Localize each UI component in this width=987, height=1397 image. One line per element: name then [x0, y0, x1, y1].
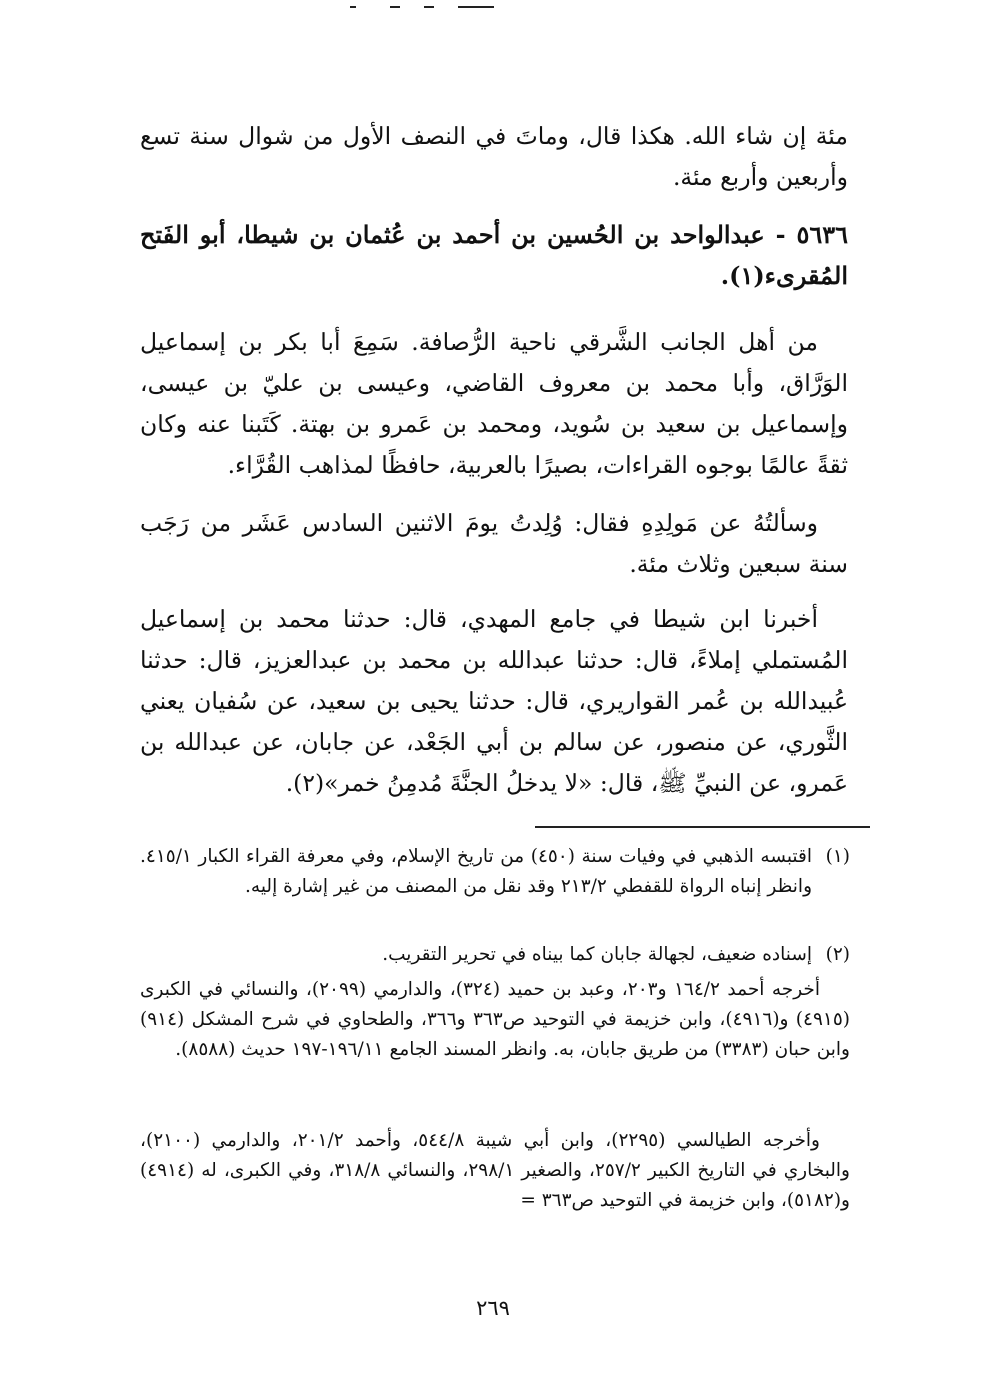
intro-paragraph: مئة إن شاء الله. هكذا قال، وماتَ في النصف الأول من شوال سنة تسع وأربعين وأربع مئة.	[140, 122, 848, 191]
hadith-paragraph: أخبرنا ابن شيطا في جامع المهدي، قال: حدثنا محمد بن إسماعيل المُستملي إملاءً، قال: حدثنا عبدالله بن محمد بن عبدالعزيز، قال: حدثنا عُبيدالله بن عُمر القواريري، قال: حدثنا يحيى بن سعيد، عن سُفيان يعني الثَّوري، عن منصور، عن سالم بن أبي الجَعْد، عن جابان، عن عبدالله بن عَمرو، عن النبيِّ ﷺ، قال: «لا يدخلُ الجنَّةَ مُدمِنُ خمر»(٢).	[140, 605, 849, 797]
footnote-number: (١)	[825, 846, 850, 867]
birth-paragraph: وسألتُهُ عن مَولِدِهِ فقال: وُلِدتُ يومَ الاثنين السادس عَشَر من رَجَب سنة سبعين وثلاث مئة.	[140, 509, 848, 578]
footnote-text: اقتبسه الذهبي في وفيات سنة (٤٥٠) من تاريخ الإسلام، وفي معرفة القراء الكبار ٤١٥/١. وانظر إنباه الرواة للقفطي ٢١٣/٢ وقد نقل من المصنف من غير إشارة إليه.	[140, 846, 812, 897]
footnote-number: (٢)	[825, 944, 850, 965]
footnote-text: إسناده ضعيف، لجهالة جابان كما بيناه في تحرير التقريب.	[382, 944, 812, 965]
footnote-separator	[535, 826, 870, 828]
footnote-1	[140, 842, 850, 902]
footnote-2-continuation-2: وأخرجه الطيالسي (٢٢٩٥)، وابن أبي شيبة ٥٤٤/٨، وأحمد ٢٠١/٢، والدارمي (٢١٠٠)، والبخاري في التاريخ الكبير ٢٥٧/٢، والصغير ٢٩٨/١، والنسائي ٣١٨/٨، وفي الكبرى، له (٤٩١٤) و(٥١٨٢)، وابن خزيمة في التوحيد ص٣٦٣ =	[140, 1130, 850, 1211]
page-number: ٢٦٩	[476, 1296, 510, 1320]
page-top-marks	[350, 2, 500, 12]
footnote-2-continuation-1: أخرجه أحمد ١٦٤/٢ و٢٠٣، وعبد بن حميد (٣٢٤)، والدارمي (٢٠٩٩)، والنسائي في الكبرى (٤٩١٥) و(٤٩١٦)، وابن خزيمة في التوحيد ص٣٦٣ و٣٦٦، والطحاوي في شرح المشكل (٩١٤) وابن حبان (٣٣٨٣) من طريق جابان، به. وانظر المسند الجامع ١٩٦/١١-١٩٧ حديث (٨٥٨٨).	[140, 979, 850, 1060]
biography-paragraph: من أهل الجانب الشَّرقي ناحية الرُّصافة. سَمِعَ أبا بكر بن إسماعيل الوَرَّاق، وأبا محمد بن معروف القاضي، وعيسى بن عليّ بن عيسى، وإسماعيل بن سعيد بن سُويد، ومحمد بن عَمرو بن بهتة. كَتَبنا عنه وكان ثقةً عالمًا بوجوه القراءات، بصيرًا بالعربية، حافظًا لمذاهب القُرَّاء.	[140, 328, 848, 479]
entry-heading: ٥٦٣٦ - عبدالواحد بن الحُسين بن أحمد بن عُثمان بن شيطا، أبو الفَتح المُقرىء(١).	[140, 220, 848, 290]
footnote-2	[140, 940, 850, 970]
